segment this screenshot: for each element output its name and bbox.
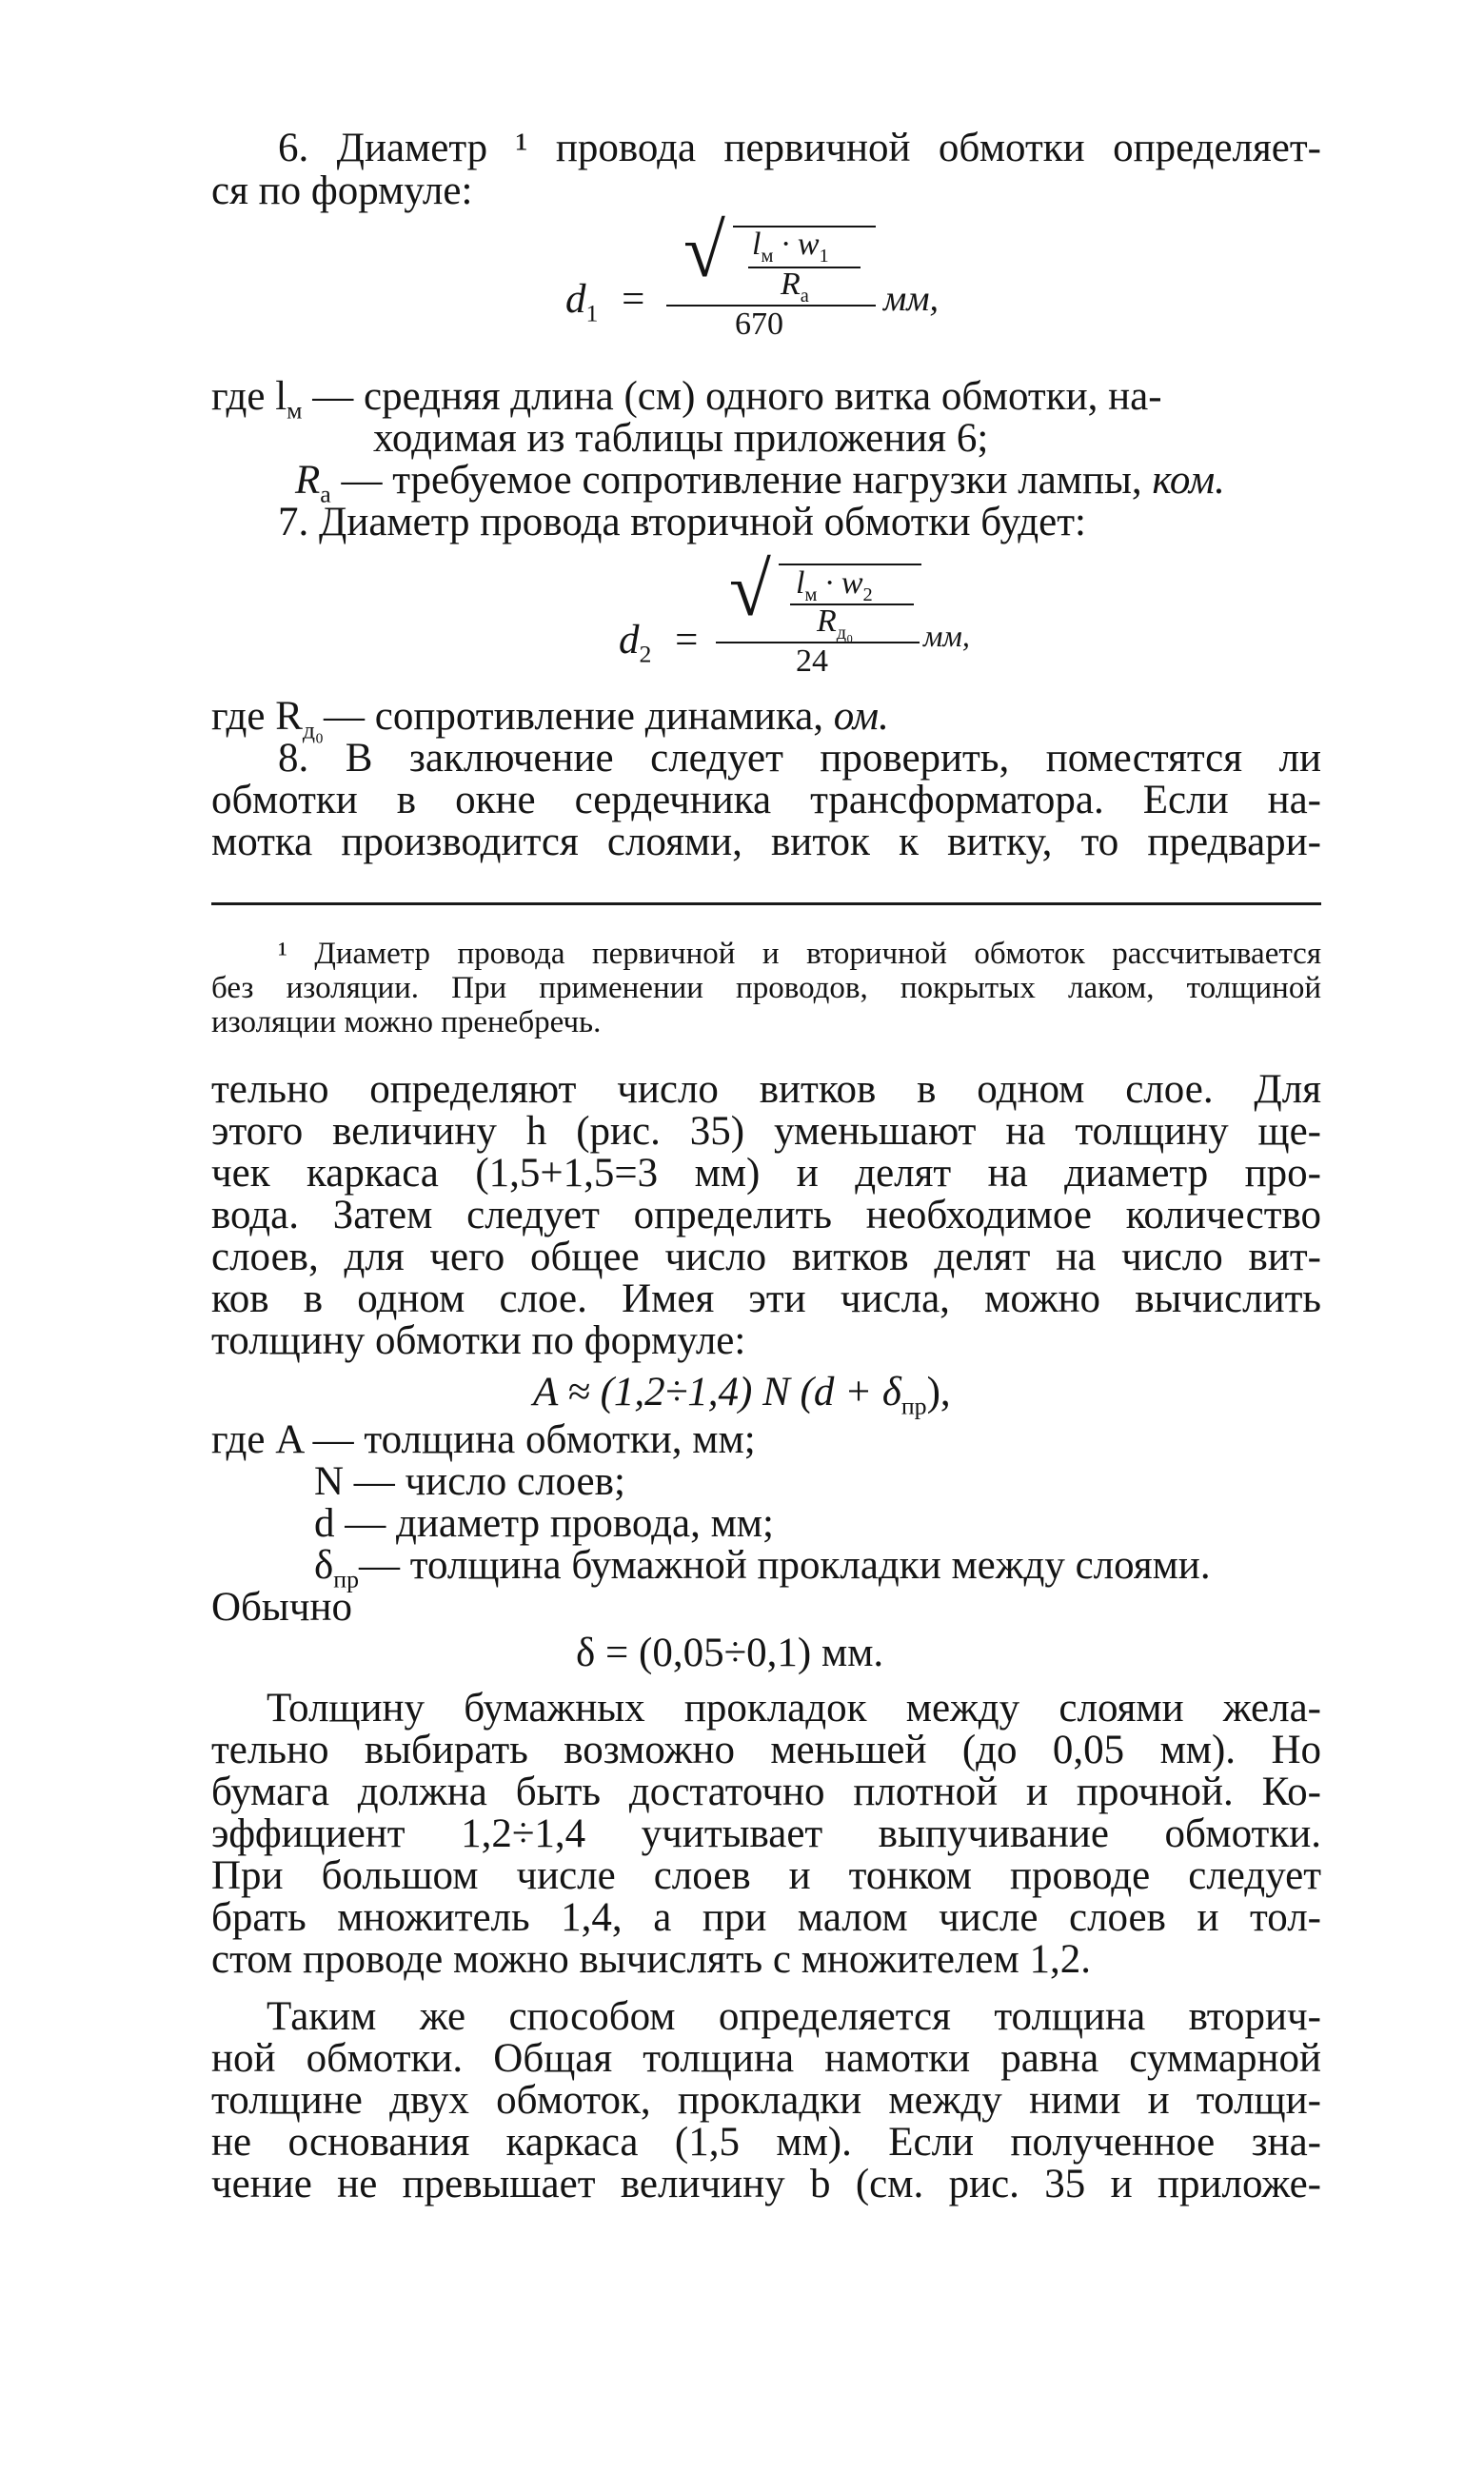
radical-sign-2: √ [729, 548, 771, 632]
where3-delta-sub: пр [333, 1565, 359, 1593]
formula1-w-sub: 1 [819, 245, 829, 267]
para8-line-1: 8. В заключение следует проверить, поместятся ли [278, 736, 1321, 781]
formula1-unit: мм, [883, 279, 940, 319]
where3-line-obychno: Обычно [211, 1585, 352, 1630]
para9-line-7: стом проводе можно вычислять с множителем 1,2. [211, 1937, 1091, 1982]
where1-prefix: где l [211, 374, 287, 419]
formula1-num-bottom: R [781, 267, 801, 302]
formula2-den: 24 [796, 643, 828, 679]
para8-cont-line-6: ков в одном слое. Имея эти числа, можно вычислить [211, 1276, 1321, 1321]
where1-line-2: ходимая из таблицы приложения 6; [373, 416, 989, 461]
formula-thickness [533, 1369, 951, 1421]
formula1-num-dot: · w [773, 227, 820, 262]
where1-ra-sub: а [320, 480, 331, 508]
formula1-num-top: l [752, 227, 762, 262]
para9-line-4: эффициент 1,2÷1,4 учитывает выпучивание обмотки. [211, 1811, 1321, 1856]
para8-cont-line-7: толщину обмотки по формуле: [211, 1318, 746, 1363]
formula2-lhs: d [619, 618, 640, 663]
formula2-num-top-sub: м [804, 584, 818, 605]
where3-delta: δ [314, 1543, 334, 1588]
para10-line-1: Таким же способом определяется толщина вторич- [267, 1994, 1321, 2039]
formula2-w-sub: 2 [862, 584, 873, 605]
where1-kom: ком. [1152, 458, 1225, 503]
where3-delta-rest: — толщина бумажной прокладки между слоями. [358, 1543, 1211, 1588]
para6-line-1: 6. Диаметр ¹ провода первичной обмотки определяет- [278, 126, 1321, 170]
formula2-num-bottom-sub: д₀ [836, 622, 854, 643]
para8-cont-line-5: слоев, для чего общее число витков делят на число вит- [211, 1235, 1321, 1279]
where1-lm-rest: — средняя длина (см) одного витка обмотки, на- [302, 374, 1162, 419]
formula1-num-top-sub: м [761, 245, 774, 267]
formula2-lhs-sub: 2 [639, 640, 652, 668]
para6-line-2: ся по формуле: [211, 168, 473, 213]
formula1-num-bottom-sub: а [800, 285, 809, 307]
where2-unit: ом. [833, 694, 889, 739]
para9-line-2: тельно выбирать возможно меньшей (до 0,05 мм). Но [211, 1728, 1321, 1772]
where1-lm-sub: м [287, 396, 303, 425]
formula2-num-top: l [796, 565, 805, 601]
where3-line-1: где A — толщина обмотки, мм; [211, 1417, 756, 1462]
para10-line-3: толщине двух обмоток, прокладки между ними и толщи- [211, 2078, 1321, 2123]
formula3-end: ), [926, 1370, 951, 1415]
para9-line-6: брать множитель 1,4, а при малом числе слоев и тол- [211, 1895, 1321, 1940]
para7: 7. Диаметр провода вторичной обмотки будет: [278, 500, 1086, 544]
para8-line-3: мотка производится слоями, виток к витку, то предвари- [211, 820, 1321, 864]
para8-cont-line-4: вода. Затем следует определить необходимое количество [211, 1193, 1321, 1237]
formula2-num-dot: · w [817, 565, 863, 601]
footnote-line-1: ¹ Диаметр провода первичной и вторичной обмоток рассчитывается [278, 937, 1321, 971]
para10-line-5: чение не превышает величину b (см. рис. 35 и приложе- [211, 2162, 1321, 2206]
footnote-rule [211, 902, 1321, 905]
where2-sub: д₀ [302, 716, 325, 744]
radical-sign: √ [683, 209, 725, 293]
formula2-unit: мм, [923, 619, 970, 653]
para10-line-2: ной обмотки. Общая толщина намотки равна суммарной [211, 2036, 1321, 2081]
where3-line-2: N — число слоев; [314, 1459, 625, 1504]
para9-line-5: При большом числе слоев и тонком проводе следует [211, 1853, 1321, 1898]
para8-cont-line-3: чек каркаса (1,5+1,5=3 мм) и делят на диаметр про- [211, 1151, 1321, 1196]
para10-line-4: не основания каркаса (1,5 мм). Если полученное зна- [211, 2120, 1321, 2165]
where1-ra: R [295, 458, 321, 503]
formula1-den: 670 [735, 307, 783, 342]
formula2-eq: = [675, 618, 699, 663]
footnote-line-2: без изоляции. При применении проводов, покрытых лаком, толщиной [211, 971, 1321, 1005]
where2-prefix: где R [211, 694, 303, 739]
where1-ra-rest: — требуемое сопротивление нагрузки лампы, [341, 458, 1142, 503]
formula2-num-bottom: R [817, 603, 837, 639]
para8-cont-line-1: тельно определяют число витков в одном слое. Для [211, 1067, 1321, 1112]
formula3-main: A ≈ (1,2÷1,4) N (d + δ [533, 1370, 901, 1415]
where3-line-3: d — диаметр провода, мм; [314, 1501, 774, 1546]
formula-delta: δ = (0,05÷0,1) мм. [576, 1631, 884, 1675]
formula3-sub: пр [900, 1392, 927, 1420]
formula1-lhs-sub: 1 [585, 299, 599, 327]
para8-line-2: обмотки в окне сердечника трансформатора. Если на- [211, 778, 1321, 822]
para9-line-3: бумага должна быть достаточно плотной и прочной. Ко- [211, 1770, 1321, 1814]
para9-line-1: Толщину бумажных прокладок между слоями жела- [267, 1686, 1321, 1731]
para8-cont-line-2: этого величину h (рис. 35) уменьшают на толщину ще- [211, 1109, 1321, 1154]
formula1-lhs: d [565, 277, 586, 322]
formula1-eq: = [622, 277, 645, 322]
footnote-line-3: изоляции можно пренебречь. [211, 1005, 602, 1039]
where2-rest: — сопротивление динамика, [324, 694, 824, 739]
